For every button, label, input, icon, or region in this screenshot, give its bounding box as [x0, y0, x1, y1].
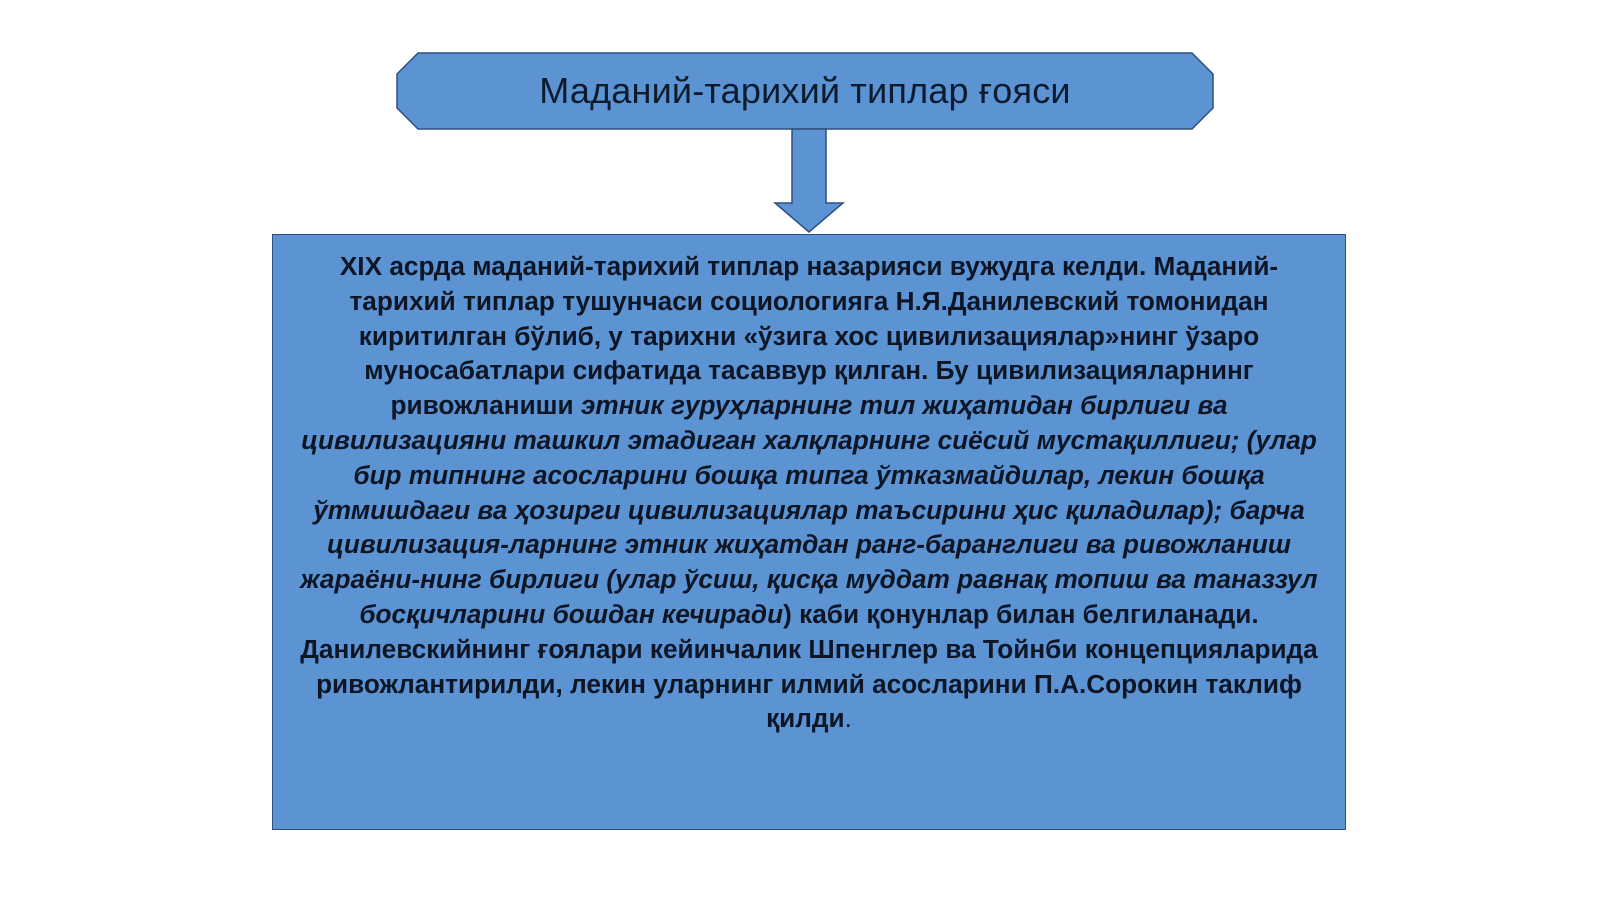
body-text-intro: XIX асрда маданий-тарихий типлар назарияси вужудга келди. Маданий-тарихий типлар тушунчаси социологияга Н.Я.Данилевский томонидан киритилган бўлиб, у тарихни «ўзига хос цивилизациялар»нинг ўзаро муносабатлари сифатида тасаввур қилган. Бу цивилизацияларнинг ривожланиши [339, 251, 1279, 421]
body-text-conclusion: ) каби қонунлар билан белгиланади. Данилевскийнинг ғоялари кейинчалик Шпенглер ва Тойнби концепцияларида ривожлантирилди, лекин уларнинг илмий асосларини П.А.Сорокин таклиф қилди [300, 598, 1318, 734]
down-arrow-icon [773, 128, 845, 234]
content-box [272, 234, 1346, 830]
title-shape [396, 52, 1214, 130]
diagram-title: Маданий-тарихий типлар ғояси [539, 70, 1071, 111]
body-text-period: . [844, 703, 852, 734]
body-text-italic: этник гуруҳларнинг тил жиҳатидан бирлиги ва цивилизацияни ташкил этадиган халқларнинг сиёсий мустақиллиги; (улар бир типнинг асосларини бошқа типга ўтказмайдилар, лекин бошқа ўтмишдаги ва ҳозирги цивилизациялар таъсирини ҳис қиладилар); барча цивилизация-ларнинг этник жиҳатдан ранг-баранглиги ва ривожланиш жараёни-нинг бирлиги (улар ўсиш, қисқа муддат равнақ топиш ва таназзул босқичларини бошдан кечиради [300, 390, 1318, 629]
